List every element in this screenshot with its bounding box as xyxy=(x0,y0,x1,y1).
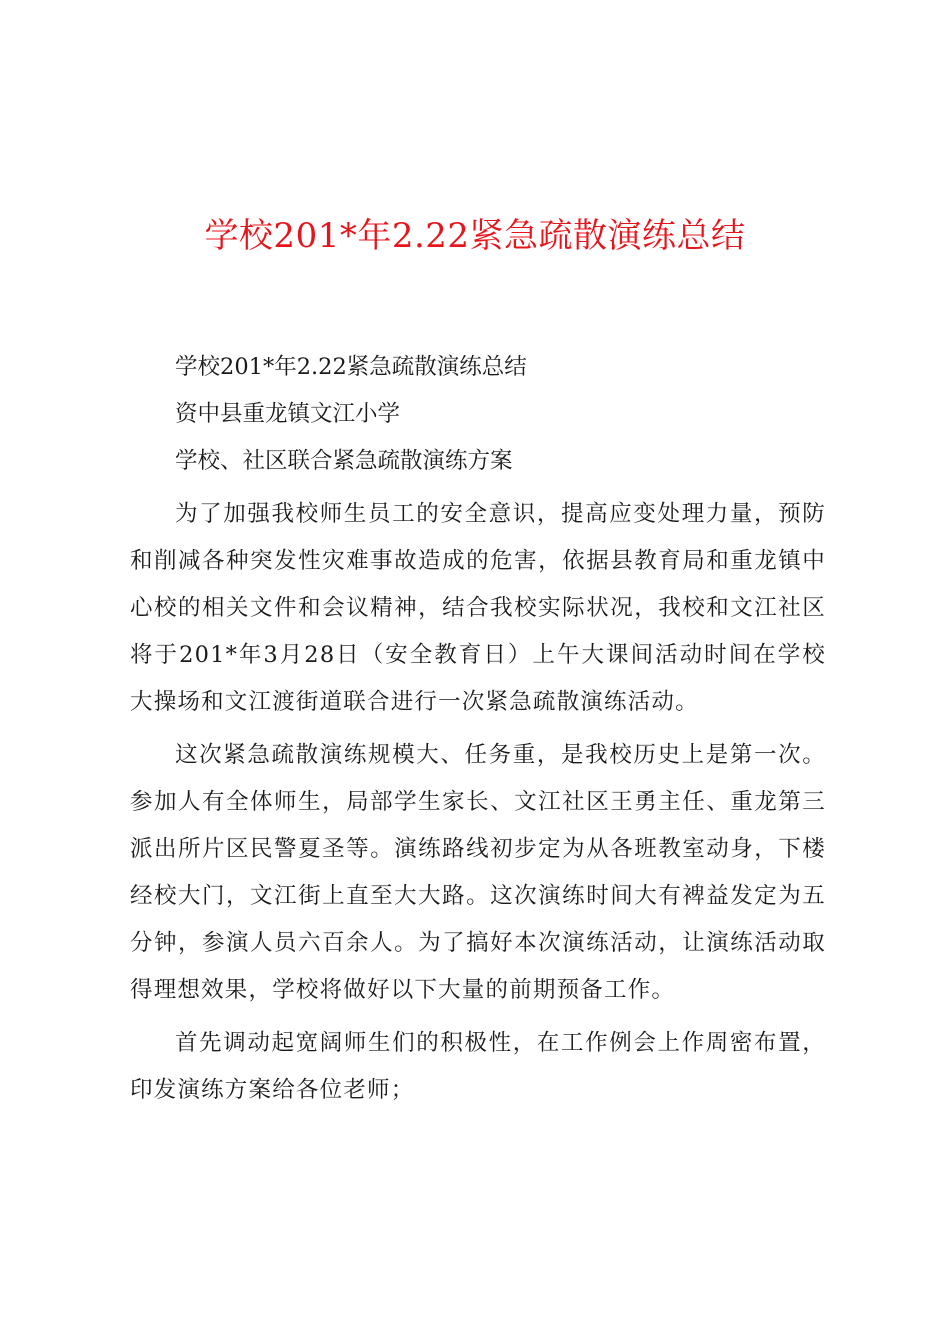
document-title: 学校201*年2.22紧急疏散演练总结 xyxy=(204,216,746,256)
document-body xyxy=(130,344,826,1114)
plan-title: 学校、社区联合紧急疏散演练方案 xyxy=(175,448,513,474)
body-paragraph: 首先调动起宽阔师生们的积极性，在工作例会上作周密布置，印发演练方案给各位老师； xyxy=(130,1030,826,1103)
body-paragraph: 为了加强我校师生员工的安全意识，提高应变处理力量，预防和削减各种突发性灾难事故造成的危害，依据县教育局和重龙镇中心校的相关文件和会议精神，结合我校实际状况，我校和文江社区将于201*年3月28日（安全教育日）上午大课间活动时间在学校大操场和文江渡街道联合进行一次紧急疏散演练活动。 xyxy=(130,501,826,715)
school-name: 资中县重龙镇文江小学 xyxy=(175,401,401,427)
document-subtitle: 学校201*年2.22紧急疏散演练总结 xyxy=(175,354,527,380)
body-paragraph: 这次紧急疏散演练规模大、任务重，是我校历史上是第一次。参加人有全体师生，局部学生家长、文江社区王勇主任、重龙第三派出所片区民警夏圣等。演练路线初步定为从各班教室动身，下楼经校大门，文江街上直至大大路。这次演练时间大有裨益发定为五分钟，参演人员六百余人。为了搞好本次演练活动，让演练活动取得理想效果，学校将做好以下大量的前期预备工作。 xyxy=(130,742,826,1003)
